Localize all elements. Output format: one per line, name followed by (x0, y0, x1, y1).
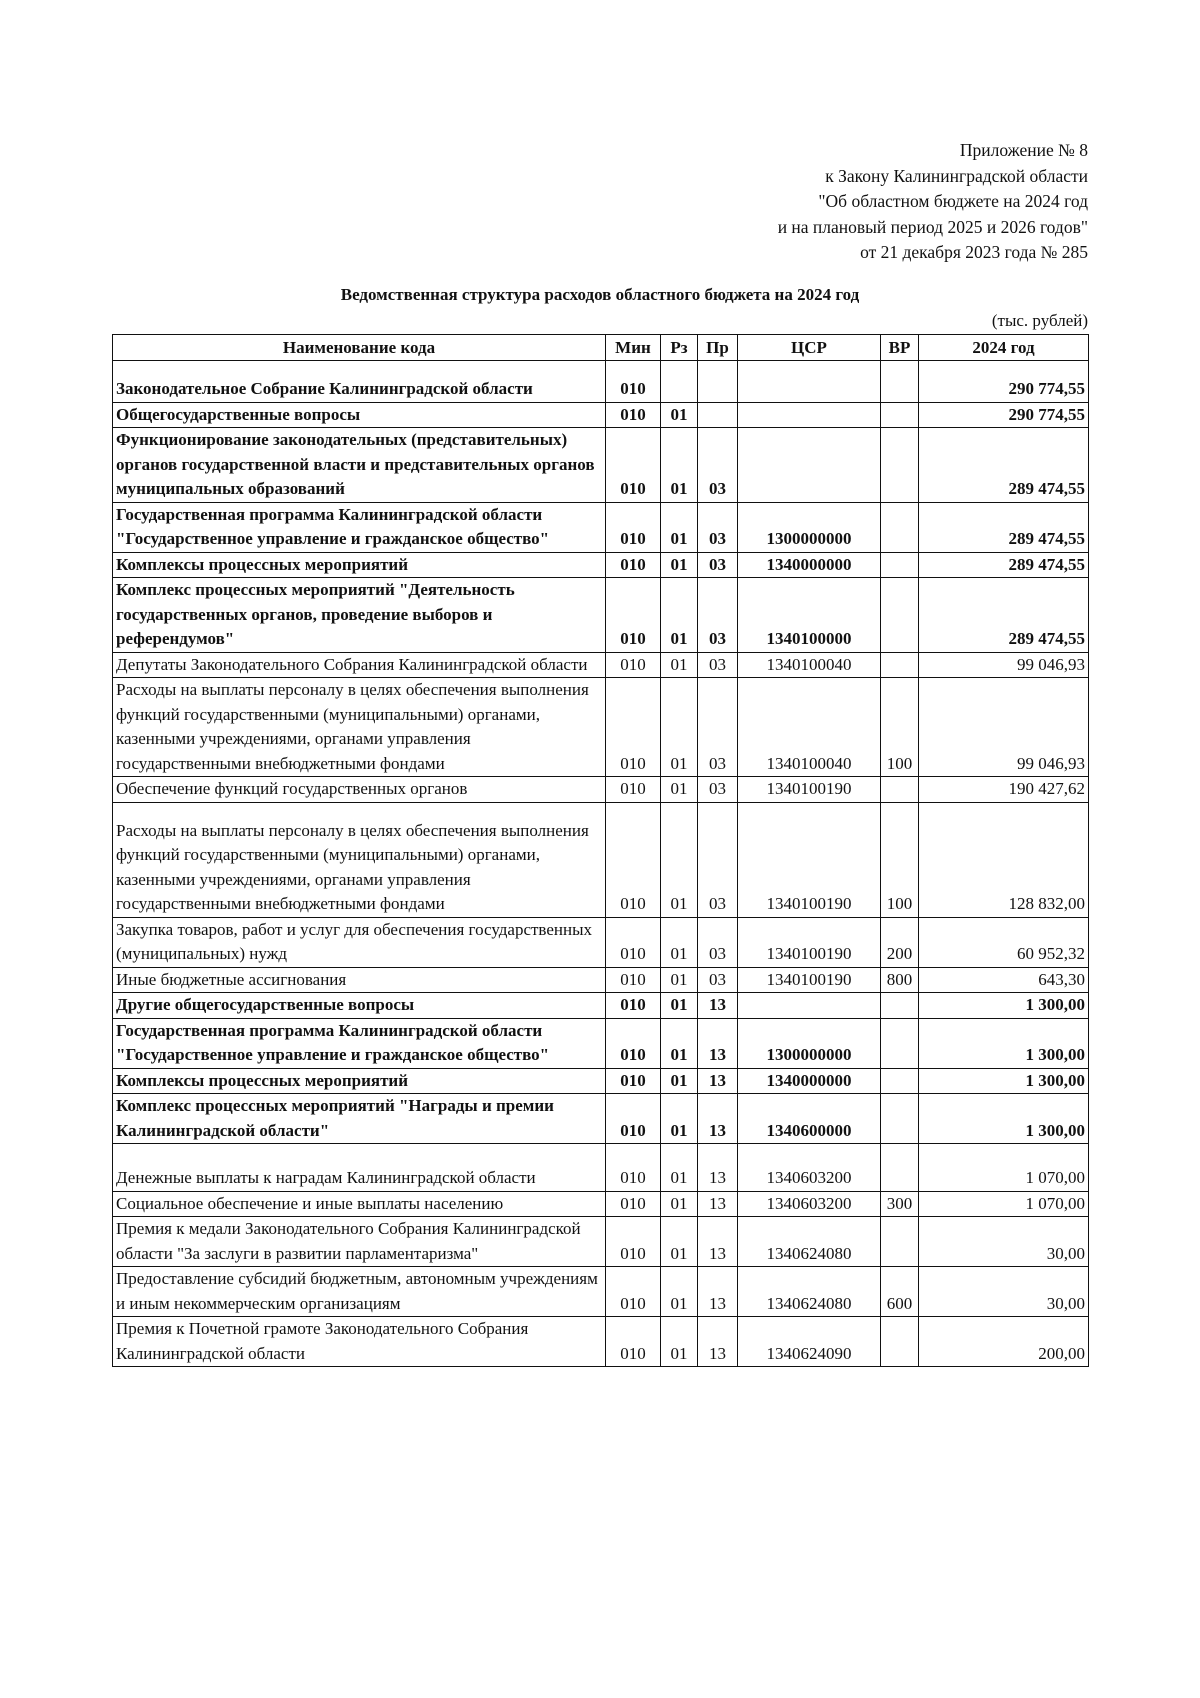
cell-csr: 1300000000 (738, 502, 881, 552)
cell-amount: 1 300,00 (919, 1094, 1089, 1144)
cell-pr: 03 (698, 502, 738, 552)
table-row (113, 502, 1089, 552)
cell-min: 010 (606, 402, 661, 428)
cell-amount: 290 774,55 (919, 361, 1089, 403)
cell-rz: 01 (661, 502, 698, 552)
cell-vr: 800 (881, 967, 919, 993)
header-line-period: и на плановый период 2025 и 2026 годов" (777, 216, 1088, 237)
cell-csr: 1340624080 (738, 1267, 881, 1317)
units-label: (тыс. рублей) (991, 311, 1088, 330)
cell-rz: 01 (661, 1094, 698, 1144)
cell-name: Комплексы процессных мероприятий (113, 1068, 606, 1094)
cell-min: 010 (606, 652, 661, 678)
cell-csr: 1340100190 (738, 917, 881, 967)
cell-rz: 01 (661, 1317, 698, 1367)
cell-min: 010 (606, 678, 661, 777)
cell-rz: 01 (661, 1144, 698, 1192)
cell-vr (881, 777, 919, 803)
cell-min: 010 (606, 1267, 661, 1317)
table-header-row (113, 335, 1089, 361)
cell-amount: 290 774,55 (919, 402, 1089, 428)
cell-rz: 01 (661, 678, 698, 777)
cell-name: Иные бюджетные ассигнования (113, 967, 606, 993)
cell-csr: 1340100000 (738, 578, 881, 653)
cell-csr: 1340100040 (738, 678, 881, 777)
cell-min: 010 (606, 1094, 661, 1144)
cell-pr: 03 (698, 578, 738, 653)
cell-vr (881, 1094, 919, 1144)
cell-pr: 13 (698, 1217, 738, 1267)
cell-pr: 13 (698, 1018, 738, 1068)
table-row (113, 967, 1089, 993)
header-line-budget: "Об областном бюджете на 2024 год (818, 191, 1088, 212)
cell-csr (738, 361, 881, 403)
table-row (113, 678, 1089, 777)
cell-min: 010 (606, 552, 661, 578)
table-row (113, 993, 1089, 1019)
cell-pr: 13 (698, 1068, 738, 1094)
cell-amount: 1 070,00 (919, 1191, 1089, 1217)
cell-vr (881, 1018, 919, 1068)
cell-min: 010 (606, 802, 661, 917)
col-header-min: Мин (606, 335, 661, 361)
cell-min: 010 (606, 1317, 661, 1367)
table-row (113, 1267, 1089, 1317)
cell-min: 010 (606, 502, 661, 552)
table-row (113, 361, 1089, 403)
cell-name: Премия к Почетной грамоте Законодательного Собрания Калининградской области (113, 1317, 606, 1367)
cell-pr: 03 (698, 777, 738, 803)
cell-vr (881, 578, 919, 653)
cell-pr (698, 402, 738, 428)
cell-vr (881, 1217, 919, 1267)
cell-pr (698, 361, 738, 403)
table-row (113, 1018, 1089, 1068)
table-row (113, 1191, 1089, 1217)
col-header-csr: ЦСР (738, 335, 881, 361)
cell-rz (661, 361, 698, 403)
cell-amount: 643,30 (919, 967, 1089, 993)
cell-rz: 01 (661, 777, 698, 803)
document-title: Ведомственная структура расходов областного бюджета на 2024 год (340, 285, 860, 304)
cell-amount: 60 952,32 (919, 917, 1089, 967)
cell-rz: 01 (661, 993, 698, 1019)
cell-amount: 99 046,93 (919, 678, 1089, 777)
table-row (113, 428, 1089, 503)
table-row (113, 402, 1089, 428)
cell-name: Предоставление субсидий бюджетным, автономным учреждениям и иным некоммерческим организациям (113, 1267, 606, 1317)
cell-amount: 1 300,00 (919, 1068, 1089, 1094)
cell-pr: 03 (698, 678, 738, 777)
cell-amount: 190 427,62 (919, 777, 1089, 803)
cell-min: 010 (606, 578, 661, 653)
cell-name: Комплексы процессных мероприятий (113, 552, 606, 578)
cell-vr (881, 361, 919, 403)
cell-name: Денежные выплаты к наградам Калининградской области (113, 1144, 606, 1192)
cell-csr: 1340624080 (738, 1217, 881, 1267)
cell-vr (881, 652, 919, 678)
header-line-appendix: Приложение № 8 (959, 140, 1088, 160)
cell-min: 010 (606, 428, 661, 503)
cell-pr: 03 (698, 917, 738, 967)
col-header-amount: 2024 год (919, 335, 1089, 361)
cell-pr: 13 (698, 1094, 738, 1144)
cell-rz: 01 (661, 428, 698, 503)
cell-rz: 01 (661, 1267, 698, 1317)
cell-pr: 03 (698, 802, 738, 917)
cell-min: 010 (606, 1018, 661, 1068)
cell-rz: 01 (661, 802, 698, 917)
cell-vr (881, 993, 919, 1019)
cell-vr (881, 552, 919, 578)
cell-csr: 1340603200 (738, 1191, 881, 1217)
cell-vr: 100 (881, 802, 919, 917)
cell-csr (738, 428, 881, 503)
cell-csr: 1340100190 (738, 802, 881, 917)
cell-rz: 01 (661, 1018, 698, 1068)
cell-amount: 1 300,00 (919, 993, 1089, 1019)
cell-pr: 13 (698, 993, 738, 1019)
cell-rz: 01 (661, 652, 698, 678)
cell-name: Расходы на выплаты персоналу в целях обеспечения выполнения функций государственными (муниципальными) органами, казенными учреждениями, органами управления государственными внебюджетными фондами (113, 802, 606, 917)
cell-pr: 13 (698, 1191, 738, 1217)
cell-min: 010 (606, 1217, 661, 1267)
cell-name: Депутаты Законодательного Собрания Калининградской области (113, 652, 606, 678)
cell-vr (881, 428, 919, 503)
cell-name: Комплекс процессных мероприятий "Награды и премии Калининградской области" (113, 1094, 606, 1144)
cell-csr: 1340000000 (738, 1068, 881, 1094)
cell-pr: 13 (698, 1144, 738, 1192)
col-header-vr: ВР (881, 335, 919, 361)
cell-rz: 01 (661, 552, 698, 578)
table-body (113, 361, 1089, 1367)
cell-vr: 100 (881, 678, 919, 777)
cell-csr: 1340000000 (738, 552, 881, 578)
cell-amount: 1 300,00 (919, 1018, 1089, 1068)
cell-min: 010 (606, 1068, 661, 1094)
cell-amount: 30,00 (919, 1217, 1089, 1267)
cell-vr: 200 (881, 917, 919, 967)
cell-amount: 30,00 (919, 1267, 1089, 1317)
budget-table (112, 334, 1089, 1367)
cell-name: Другие общегосударственные вопросы (113, 993, 606, 1019)
cell-rz: 01 (661, 1068, 698, 1094)
cell-pr: 13 (698, 1317, 738, 1367)
document-header (778, 138, 1088, 266)
cell-vr (881, 1068, 919, 1094)
cell-csr (738, 402, 881, 428)
cell-name: Функционирование законодательных (представительных) органов государственной власти и представительных органов муниципальных образований (113, 428, 606, 503)
cell-min: 010 (606, 917, 661, 967)
cell-name: Социальное обеспечение и иные выплаты населению (113, 1191, 606, 1217)
cell-csr: 1340100190 (738, 967, 881, 993)
cell-name: Государственная программа Калининградской области "Государственное управление и гражданское общество" (113, 1018, 606, 1068)
cell-pr: 13 (698, 1267, 738, 1317)
cell-rz: 01 (661, 917, 698, 967)
cell-min: 010 (606, 993, 661, 1019)
cell-pr: 03 (698, 967, 738, 993)
cell-csr: 1300000000 (738, 1018, 881, 1068)
table-row (113, 1217, 1089, 1267)
col-header-rz: Рз (661, 335, 698, 361)
cell-amount: 289 474,55 (919, 578, 1089, 653)
table-row (113, 578, 1089, 653)
cell-name: Расходы на выплаты персоналу в целях обеспечения выполнения функций государственными (муниципальными) органами, казенными учреждениями, органами управления государственными внебюджетными фондами (113, 678, 606, 777)
col-header-name: Наименование кода (113, 335, 606, 361)
cell-amount: 200,00 (919, 1317, 1089, 1367)
table-row (113, 802, 1089, 917)
cell-vr (881, 1317, 919, 1367)
table-row (113, 1094, 1089, 1144)
cell-name: Обеспечение функций государственных органов (113, 777, 606, 803)
cell-min: 010 (606, 777, 661, 803)
cell-min: 010 (606, 967, 661, 993)
table-row (113, 1068, 1089, 1094)
cell-rz: 01 (661, 402, 698, 428)
cell-csr: 1340100040 (738, 652, 881, 678)
cell-name: Закупка товаров, работ и услуг для обеспечения государственных (муниципальных) нужд (113, 917, 606, 967)
col-header-pr: Пр (698, 335, 738, 361)
cell-rz: 01 (661, 1217, 698, 1267)
cell-amount: 289 474,55 (919, 428, 1089, 503)
cell-rz: 01 (661, 1191, 698, 1217)
cell-min: 010 (606, 361, 661, 403)
cell-pr: 03 (698, 428, 738, 503)
cell-amount: 289 474,55 (919, 552, 1089, 578)
cell-pr: 03 (698, 652, 738, 678)
table-row (113, 777, 1089, 803)
cell-csr (738, 993, 881, 1019)
cell-csr: 1340603200 (738, 1144, 881, 1192)
cell-vr (881, 402, 919, 428)
cell-min: 010 (606, 1144, 661, 1192)
table-row (113, 552, 1089, 578)
cell-amount: 1 070,00 (919, 1144, 1089, 1192)
cell-name: Комплекс процессных мероприятий "Деятельность государственных органов, проведение выборов и референдумов" (113, 578, 606, 653)
cell-pr: 03 (698, 552, 738, 578)
cell-csr: 1340100190 (738, 777, 881, 803)
cell-amount: 289 474,55 (919, 502, 1089, 552)
table-row (113, 652, 1089, 678)
cell-vr: 300 (881, 1191, 919, 1217)
table-row (113, 1317, 1089, 1367)
cell-name: Государственная программа Калининградской области "Государственное управление и гражданское общество" (113, 502, 606, 552)
cell-rz: 01 (661, 578, 698, 653)
cell-amount: 128 832,00 (919, 802, 1089, 917)
cell-vr (881, 1144, 919, 1192)
cell-csr: 1340624090 (738, 1317, 881, 1367)
table-row (113, 917, 1089, 967)
cell-name: Законодательное Собрание Калининградской области (113, 361, 606, 403)
cell-csr: 1340600000 (738, 1094, 881, 1144)
cell-vr (881, 502, 919, 552)
table-row (113, 1144, 1089, 1192)
cell-vr: 600 (881, 1267, 919, 1317)
cell-min: 010 (606, 1191, 661, 1217)
cell-amount: 99 046,93 (919, 652, 1089, 678)
cell-name: Общегосударственные вопросы (113, 402, 606, 428)
header-line-date: от 21 декабря 2023 года № 285 (860, 242, 1088, 263)
cell-rz: 01 (661, 967, 698, 993)
cell-name: Премия к медали Законодательного Собрания Калининградской области "За заслуги в развитии парламентаризма" (113, 1217, 606, 1267)
header-line-law: к Закону Калининградской области (825, 165, 1088, 186)
